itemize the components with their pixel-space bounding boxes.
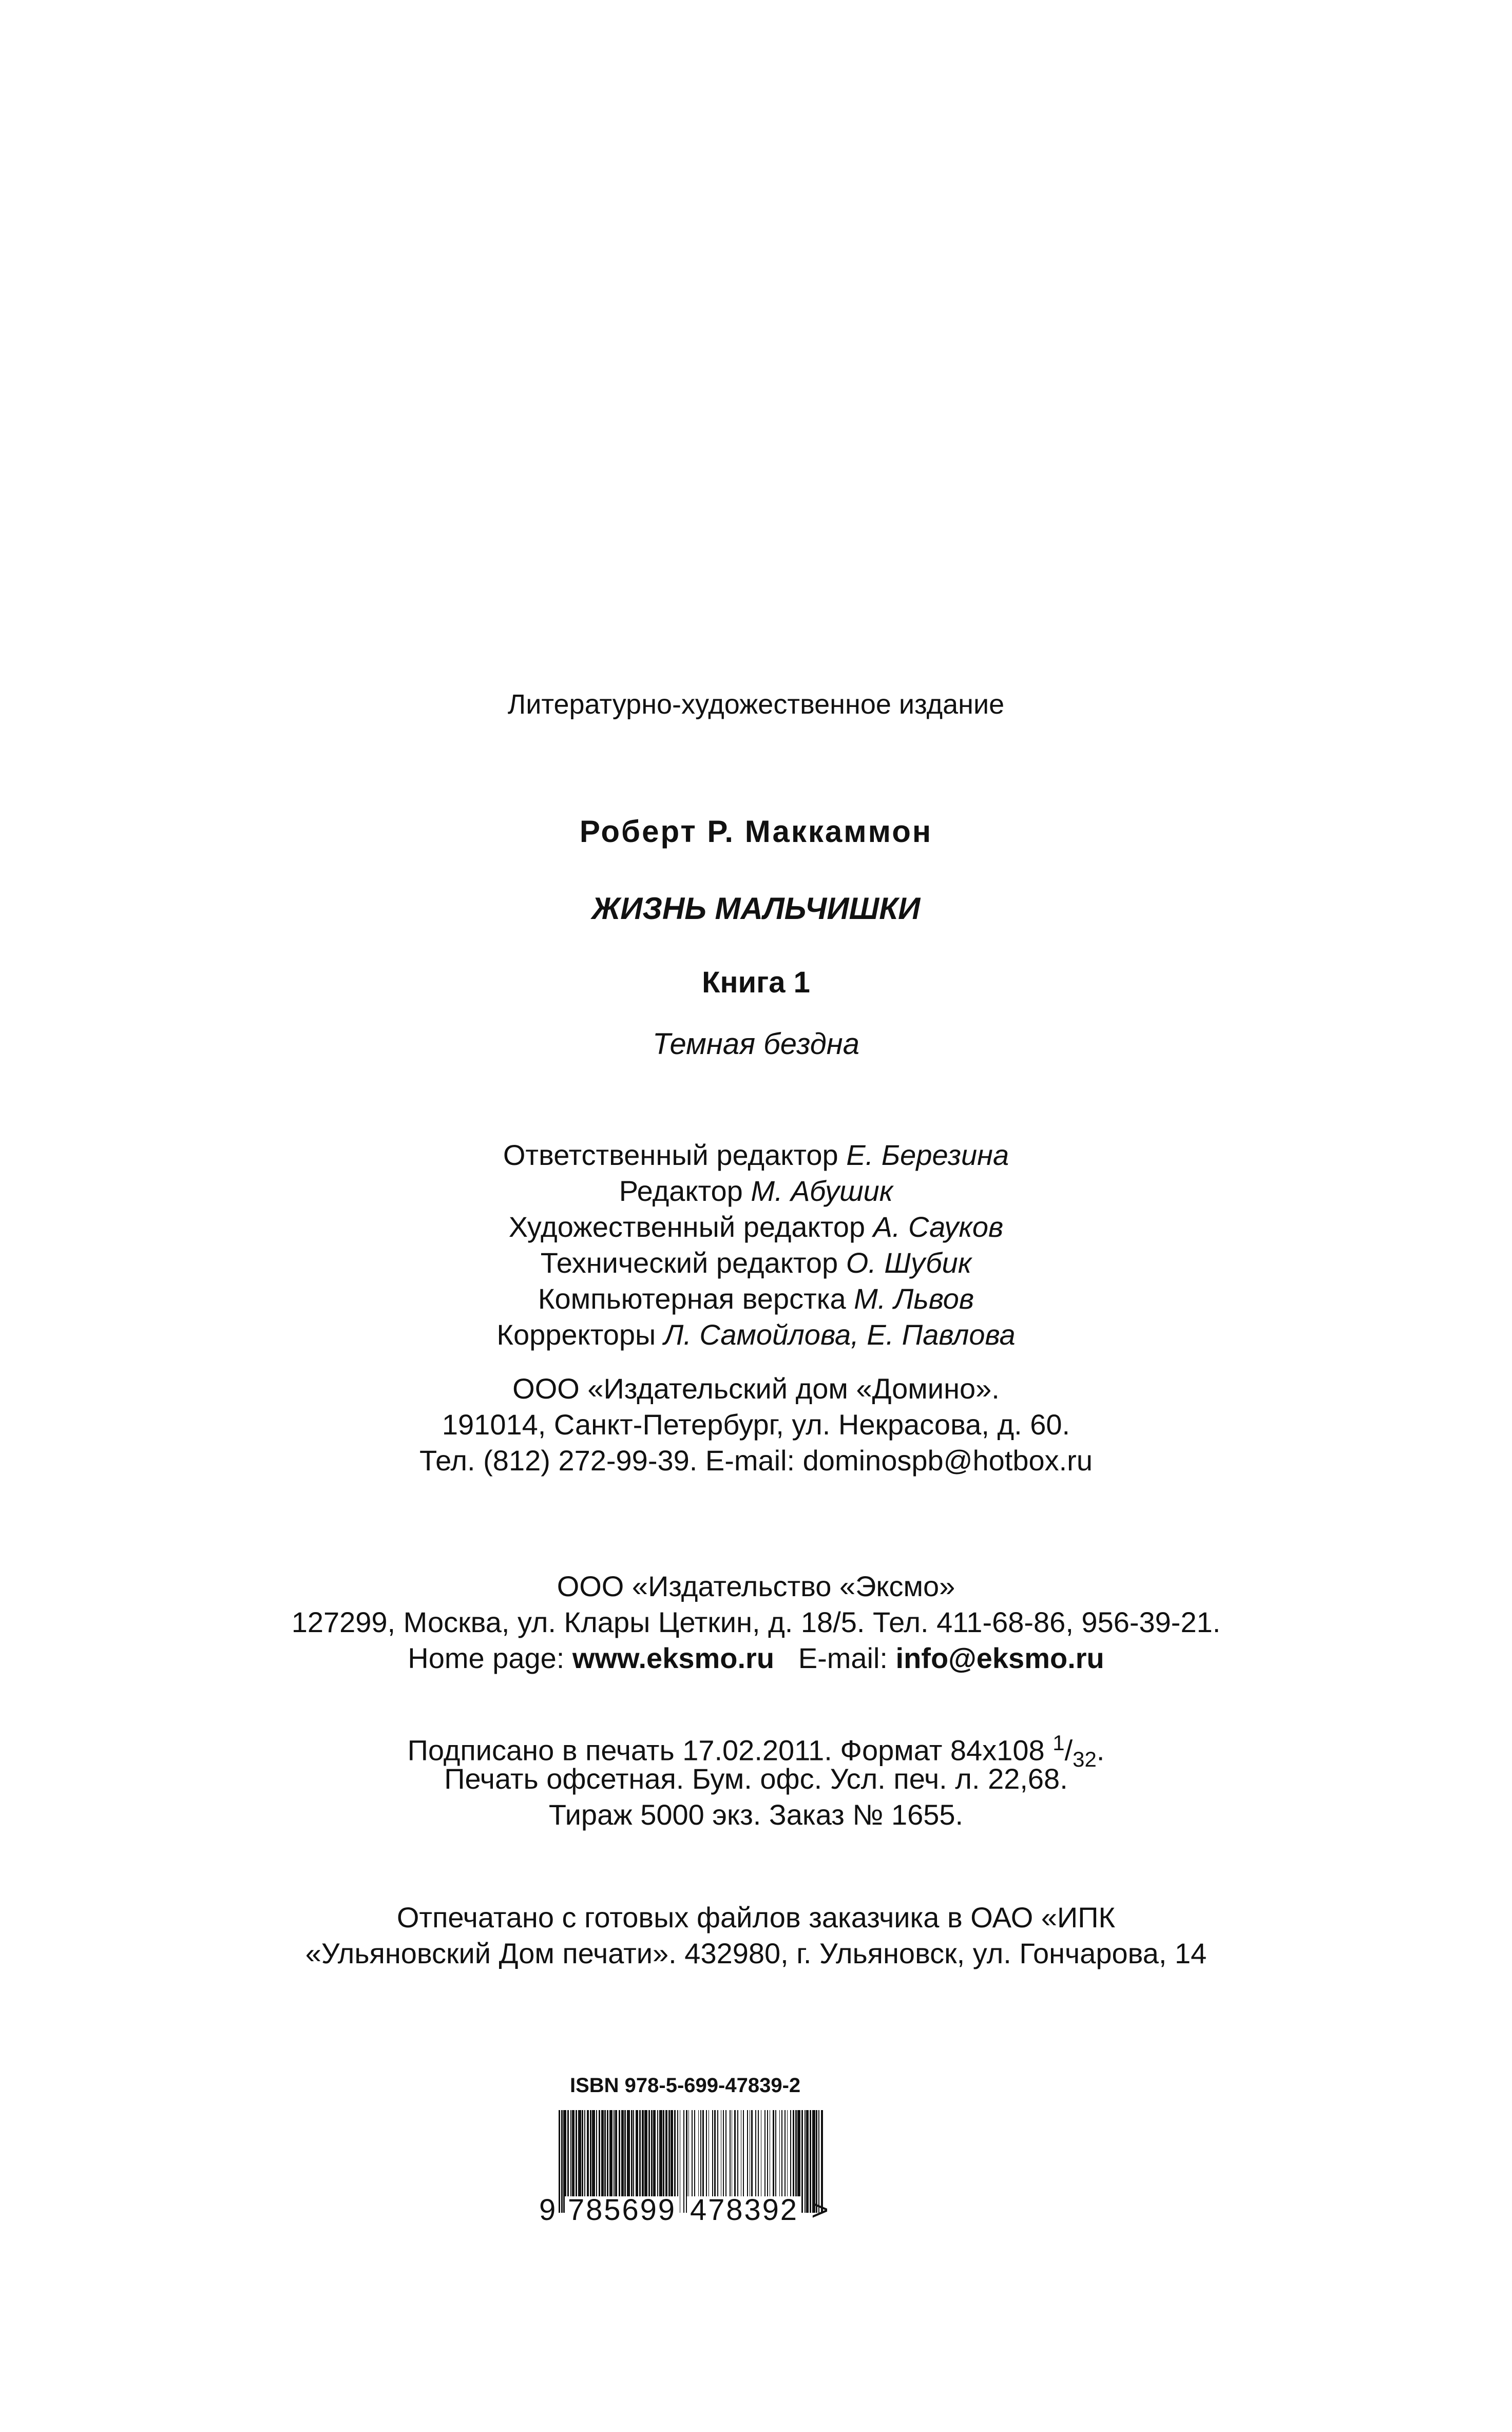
barcode-bar <box>730 2110 731 2196</box>
credit-role: Ответственный редактор <box>503 1139 838 1171</box>
barcode-digits-right: 478392 <box>690 2193 797 2223</box>
domino-contacts: Тел. (812) 272-99-39. E-mail: dominospb@hotbox.ru <box>419 1444 1093 1477</box>
barcode-bar <box>755 2110 756 2196</box>
barcode-bar <box>698 2110 699 2196</box>
credit-name: О. Шубик <box>846 1247 972 1279</box>
barcode-bar <box>806 2110 809 2213</box>
barcode-bar <box>570 2110 571 2196</box>
printer-block <box>0 1900 1512 1971</box>
barcode-bar <box>561 2110 563 2213</box>
credit-role: Редактор <box>619 1175 743 1207</box>
domino-address: 191014, Санкт-Петербург, ул. Некрасова, д. 60. <box>442 1408 1070 1441</box>
credit-role: Корректоры <box>496 1318 656 1351</box>
print-signed-text: Подписано в печать 17.02.2011. Формат 84x108 <box>407 1734 1045 1767</box>
barcode-bar <box>572 2110 575 2196</box>
author-name: Роберт Р. Маккаммон <box>579 814 933 849</box>
barcode-bar <box>737 2110 738 2196</box>
credit-line <box>0 1281 1512 1317</box>
isbn-label: ISBN 978-5-699-47839-2 <box>570 2074 801 2097</box>
barcode-bar <box>801 2110 803 2213</box>
domino-name: ООО «Издательский дом «Домино». <box>512 1372 1000 1405</box>
home-page-label: Home page: <box>408 1642 565 1674</box>
barcode-bar <box>582 2110 583 2196</box>
print-info-block <box>0 1725 1512 1833</box>
barcode-bar <box>694 2110 695 2196</box>
barcode-bar <box>790 2110 791 2196</box>
eksmo-web-line <box>0 1640 1512 1676</box>
barcode-bar <box>633 2110 634 2196</box>
home-page-link[interactable]: www.eksmo.ru <box>572 1642 775 1674</box>
publisher-domino-block <box>0 1371 1512 1479</box>
barcode-bar <box>651 2110 653 2196</box>
format-numerator: 1 <box>1052 1731 1065 1755</box>
barcode-bar <box>677 2110 678 2196</box>
credit-role: Художественный редактор <box>508 1211 866 1243</box>
barcode-bar <box>773 2110 774 2196</box>
barcode-bar <box>596 2110 597 2196</box>
barcode-digit-first: 9 <box>539 2193 556 2223</box>
barcode-bar <box>692 2110 693 2196</box>
printer-line-1: Отпечатано с готовых файлов заказчика в ОАО «ИПК <box>396 1901 1116 1933</box>
book-number: Книга 1 <box>702 966 810 999</box>
credit-name: Е. Березина <box>846 1139 1009 1171</box>
barcode-bar <box>592 2110 595 2196</box>
barcode-bar <box>614 2110 615 2196</box>
barcode-bar <box>648 2110 650 2196</box>
barcode-bar <box>567 2110 569 2196</box>
barcode-bar <box>725 2110 726 2196</box>
barcode-bar <box>784 2110 786 2196</box>
barcode-bar <box>683 2110 684 2213</box>
barcode-bar <box>659 2110 662 2196</box>
credit-name: М. Абушик <box>751 1175 893 1207</box>
barcode-bar <box>636 2110 638 2196</box>
barcode-bar <box>751 2110 753 2196</box>
barcode-bar <box>587 2110 589 2196</box>
barcode-bar <box>779 2110 780 2196</box>
barcode-bar <box>795 2110 797 2196</box>
barcode-bar <box>668 2110 670 2196</box>
credit-name: М. Львов <box>854 1282 974 1315</box>
barcode-bar <box>793 2110 794 2196</box>
barcode-bar <box>723 2110 724 2196</box>
barcode-bar <box>743 2110 744 2196</box>
eksmo-name: ООО «Издательство «Эксмо» <box>557 1570 955 1602</box>
barcode-bar <box>615 2110 617 2196</box>
barcode-quiet-mark: > <box>811 2193 829 2223</box>
eksmo-address: 127299, Москва, ул. Клары Цеткин, д. 18/5. Тел. 411-68-86, 956-39-21. <box>291 1606 1221 1638</box>
credit-name: А. Сауков <box>873 1211 1004 1243</box>
barcode-bar <box>665 2110 667 2196</box>
barcode-bar <box>559 2110 560 2213</box>
barcode-bar <box>599 2110 600 2196</box>
publisher-eksmo-block <box>0 1568 1512 1676</box>
barcode-bar <box>747 2110 748 2196</box>
barcode-digits-left: 785699 <box>568 2193 675 2223</box>
barcode-bar <box>734 2110 736 2196</box>
book-subtitle: Темная бездна <box>653 1027 859 1061</box>
barcode-bar <box>805 2110 806 2213</box>
barcode-bar <box>775 2110 776 2196</box>
barcode-bar <box>706 2110 707 2196</box>
barcode-bar <box>767 2110 768 2196</box>
printer-line-2: «Ульяновский Дом печати». 432980, г. Ульяновск, ул. Гончарова, 14 <box>305 1937 1207 1969</box>
barcode-bar <box>653 2110 656 2196</box>
barcode-graphic <box>534 2110 904 2223</box>
barcode-bar <box>781 2110 782 2196</box>
barcode-bar <box>619 2110 620 2196</box>
barcode-bar <box>712 2110 713 2196</box>
barcode-bar <box>714 2110 716 2196</box>
barcode-bar <box>631 2110 633 2196</box>
barcode-bar <box>590 2110 591 2196</box>
credit-line <box>0 1209 1512 1245</box>
print-signed-end: . <box>1096 1734 1105 1767</box>
barcode-bar <box>639 2110 641 2196</box>
barcode-bar <box>642 2110 644 2196</box>
barcode-bar <box>621 2110 624 2196</box>
barcode-bar <box>758 2110 759 2196</box>
barcode-bar <box>627 2110 630 2196</box>
book-title: ЖИЗНЬ МАЛЬЧИШКИ <box>591 891 921 926</box>
barcode-bar <box>764 2110 765 2196</box>
barcode-bar <box>702 2110 704 2196</box>
print-run-line: Тираж 5000 экз. Заказ № 1655. <box>548 1798 964 1831</box>
isbn-barcode <box>534 2110 904 2223</box>
barcode-bar <box>624 2110 626 2196</box>
credit-line <box>0 1245 1512 1281</box>
barcode-bar <box>663 2110 664 2196</box>
barcode-bar <box>671 2110 673 2196</box>
genre-line: Литературно-художественное издание <box>507 689 1005 720</box>
barcode-bar <box>657 2110 658 2196</box>
barcode-bar <box>604 2110 606 2196</box>
barcode-bar <box>607 2110 608 2196</box>
barcode-bar <box>700 2110 701 2196</box>
email-link[interactable]: info@eksmo.ru <box>895 1642 1104 1674</box>
credit-role: Технический редактор <box>540 1247 838 1279</box>
credit-role: Компьютерная верстка <box>538 1282 846 1315</box>
barcode-bar <box>609 2110 613 2196</box>
format-denominator: 32 <box>1073 1747 1097 1771</box>
email-label: E-mail: <box>798 1642 888 1674</box>
barcode-bar <box>576 2110 577 2196</box>
credits-block <box>0 1137 1512 1353</box>
credit-line <box>0 1137 1512 1173</box>
barcode-bar <box>578 2110 581 2196</box>
credit-name: Л. Самойлова, Е. Павлова <box>663 1318 1016 1351</box>
barcode-bar <box>717 2110 718 2196</box>
credit-line <box>0 1317 1512 1353</box>
barcode-bar <box>787 2110 788 2196</box>
print-signed-line: Подписано в печать 17.02.2011. Формат 84x108 $^1/_{32}$. <box>407 1731 1105 1771</box>
print-paper-line: Печать офсетная. Бум. офс. Усл. печ. л. 22,68. <box>444 1763 1068 1795</box>
barcode-bar <box>674 2110 676 2196</box>
barcode-bar <box>688 2110 689 2196</box>
credit-line <box>0 1173 1512 1209</box>
barcode-bar <box>644 2110 647 2196</box>
barcode-bar <box>584 2110 585 2196</box>
barcode-bar <box>601 2110 604 2196</box>
barcode-bar <box>797 2110 800 2196</box>
